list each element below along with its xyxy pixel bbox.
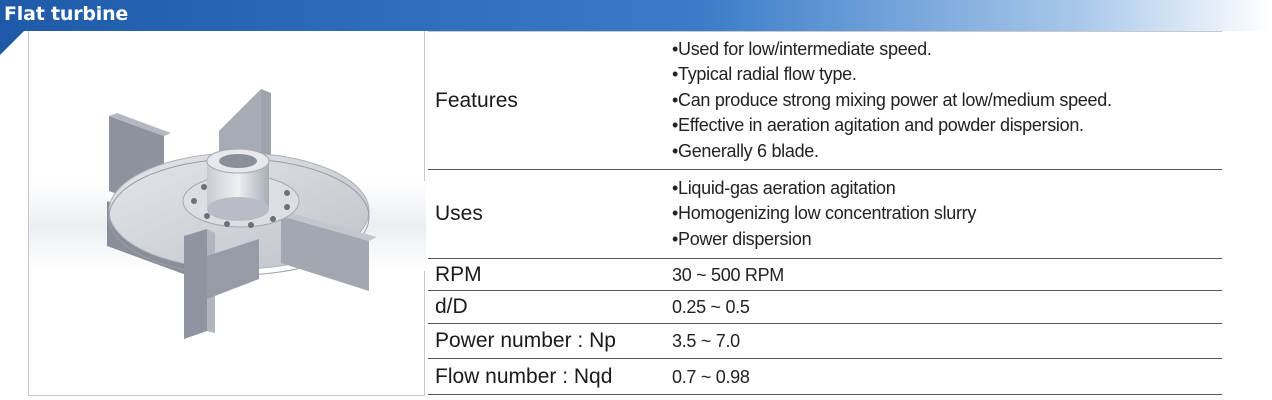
impeller-image-panel [28, 31, 425, 396]
list-item: • Power dispersion [672, 227, 1222, 253]
spec-row-features [428, 32, 1222, 170]
rpm-label: RPM [435, 262, 482, 286]
spec-row-d-d [428, 291, 1222, 324]
list-item: • Generally 6 blade. [672, 139, 1222, 165]
flow-number-value-text: 0.7 ~ 0.98 [672, 366, 750, 387]
spec-row-flow-number [428, 359, 1222, 395]
section-header-bar [0, 0, 1272, 31]
flat-turbine-impeller-icon [29, 31, 426, 396]
features-list [672, 37, 1222, 165]
flow-number-label: Flow number : Nqd [435, 364, 613, 388]
list-item: • Liquid-gas aeration agitation [672, 176, 1222, 202]
d-d-value-text: 0.25 ~ 0.5 [672, 297, 750, 317]
spec-row-power-number [428, 324, 1222, 359]
uses-list [672, 176, 1222, 253]
list-item: • Effective in aeration agitation and powder dispersion. [672, 113, 1222, 139]
features-value [665, 32, 1222, 170]
d-d-label: d/D [435, 295, 468, 318]
rpm-value [665, 259, 1222, 291]
d-d-value [665, 291, 1222, 324]
header-corner-notch [0, 31, 24, 55]
list-item: • Typical radial flow type. [672, 62, 1222, 88]
spec-row-uses [428, 170, 1222, 259]
spec-row-rpm [428, 259, 1222, 291]
power-number-value [665, 324, 1222, 359]
power-number-label: Power number : Np [435, 329, 616, 352]
power-number-value-text: 3.5 ~ 7.0 [672, 331, 740, 351]
list-item: • Can produce strong mixing power at low/medium speed. [672, 88, 1222, 114]
spec-table [428, 31, 1222, 395]
list-item: • Homogenizing low concentration slurry [672, 201, 1222, 227]
uses-value [665, 170, 1222, 259]
list-item: • Used for low/intermediate speed. [672, 37, 1222, 63]
features-label: Features [435, 88, 518, 112]
flow-number-value [665, 359, 1222, 395]
rpm-value-text: 30 ~ 500 RPM [672, 264, 784, 285]
section-title: Flat turbine [4, 3, 129, 25]
uses-label: Uses [435, 202, 483, 225]
